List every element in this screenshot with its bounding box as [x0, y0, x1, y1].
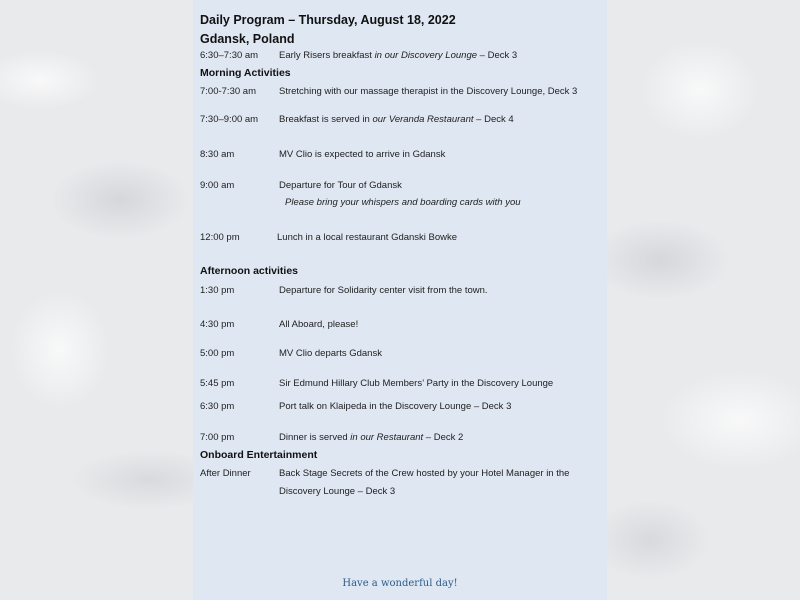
schedule-activity: Lunch in a local restaurant Gdanski Bowke — [277, 232, 458, 243]
schedule-activity: MV Clio is expected to arrive in Gdansk — [279, 149, 446, 160]
early-activity: Early Risers breakfast in our Discovery Lounge – Deck 3 — [279, 50, 518, 61]
schedule-time: 8:30 am — [200, 149, 235, 160]
afternoon-heading: Afternoon activities — [200, 265, 299, 277]
schedule-time: 6:30 pm — [200, 401, 235, 412]
closing-message: Have a wonderful day! — [342, 578, 458, 589]
schedule-activity: Sir Edmund Hillary Club Members’ Party in the Discovery Lounge — [279, 378, 554, 389]
schedule-activity: Dinner is served in our Restaurant – Deck 2 — [279, 432, 464, 443]
morning-heading: Morning Activities — [200, 67, 291, 79]
program-page — [193, 0, 607, 600]
schedule-activity: Departure for Solidarity center visit from the town. — [279, 285, 488, 296]
schedule-time: 7:00 pm — [200, 432, 235, 443]
schedule-time: 5:00 pm — [200, 348, 235, 359]
schedule-activity: Back Stage Secrets of the Crew hosted by your Hotel Manager in the — [279, 468, 570, 479]
schedule-activity: MV Clio departs Gdansk — [279, 348, 382, 359]
location-title: Gdansk, Poland — [200, 32, 295, 46]
schedule-activity: Departure for Tour of Gdansk — [279, 180, 402, 191]
schedule-activity: Port talk on Klaipeda in the Discovery Lounge – Deck 3 — [279, 401, 512, 412]
program-title: Daily Program – Thursday, August 18, 2022 — [200, 13, 456, 27]
schedule-note: Please bring your whispers and boarding cards with you — [285, 197, 521, 208]
schedule-activity: Stretching with our massage therapist in the Discovery Lounge, Deck 3 — [279, 86, 578, 97]
early-time: 6:30–7:30 am — [200, 50, 259, 61]
schedule-time: 12:00 pm — [200, 232, 240, 243]
schedule-activity-continued: Discovery Lounge – Deck 3 — [279, 486, 396, 497]
entertainment-heading: Onboard Entertainment — [200, 449, 318, 461]
schedule-time: 7:30–9:00 am — [200, 114, 259, 125]
schedule-time: 1:30 pm — [200, 285, 235, 296]
schedule-activity: All Aboard, please! — [279, 319, 359, 330]
schedule-time: 9:00 am — [200, 180, 235, 191]
schedule-time: 7:00-7:30 am — [200, 86, 256, 97]
schedule-time: 4:30 pm — [200, 319, 235, 330]
schedule-activity: Breakfast is served in our Veranda Restaurant – Deck 4 — [279, 114, 514, 125]
schedule-time: 5:45 pm — [200, 378, 235, 389]
schedule-time: After Dinner — [200, 468, 251, 479]
